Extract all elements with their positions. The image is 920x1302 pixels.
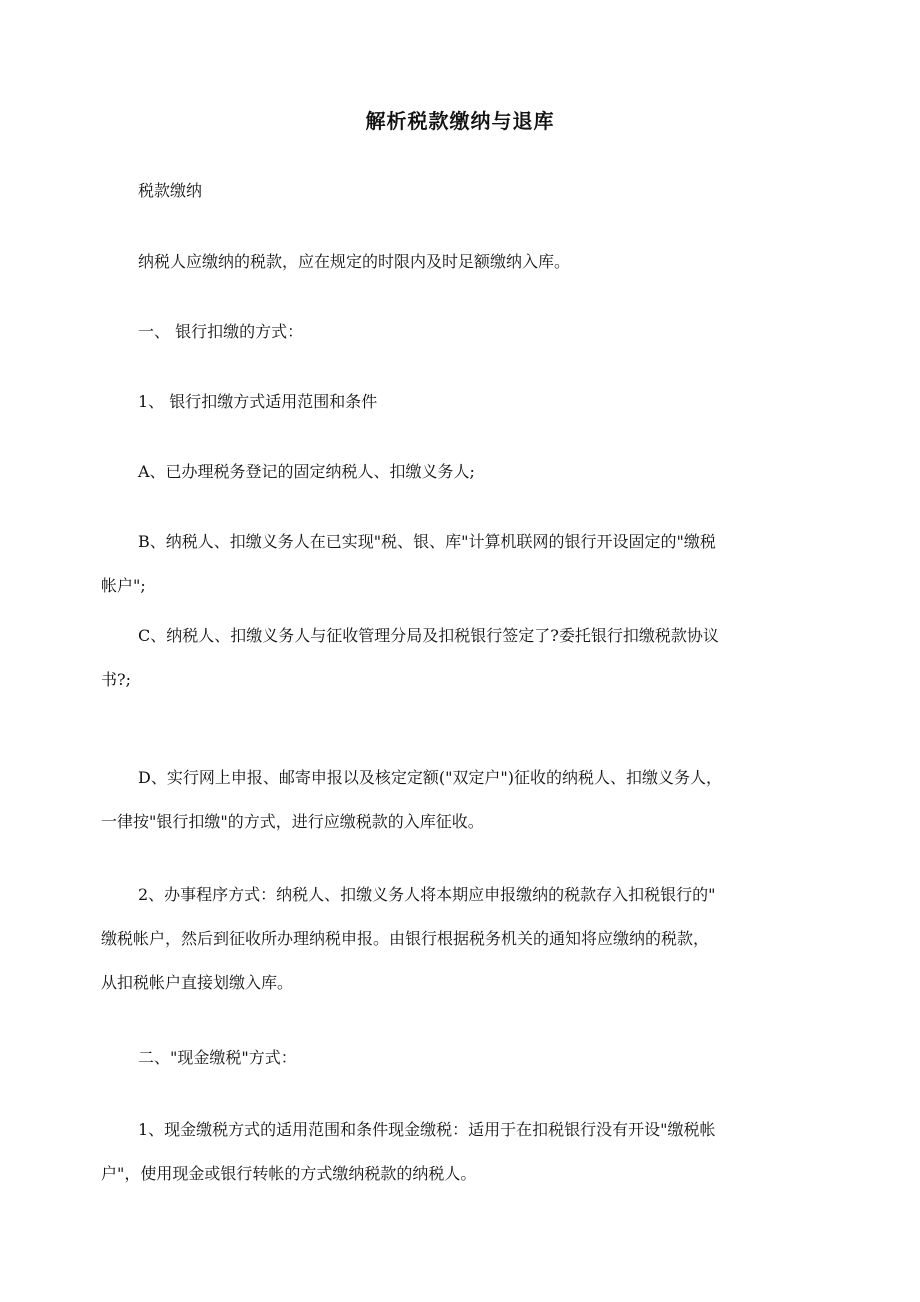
- list-item-d: [101, 756, 809, 844]
- paragraph-cash-scope: [101, 1108, 809, 1196]
- paragraph-line: B、纳税人、扣缴义务人在已实现"税、银、库"计算机联网的银行开设固定的"缴税: [138, 532, 716, 551]
- paragraph-line: 从扣税帐户直接划缴入库。: [101, 973, 294, 992]
- paragraph-line: C、纳税人、扣缴义务人与征收管理分局及扣税银行签定了?委托银行扣缴税款协议: [138, 626, 719, 645]
- paragraph-line: 书?;: [101, 670, 131, 689]
- paragraph-line: D、实行网上申报、邮寄申报以及核定定额("双定户")征收的纳税人、扣缴义务人，: [138, 768, 723, 787]
- paragraph-line: 一律按"银行扣缴"的方式，进行应缴税款的入库征收。: [101, 812, 484, 831]
- list-item-a: [101, 450, 809, 494]
- paragraph-intro: [101, 240, 809, 284]
- paragraph-line: 1、现金缴税方式的适用范围和条件现金缴税：适用于在扣税银行没有开设"缴税帐: [138, 1120, 716, 1139]
- paragraph-line: 一、 银行扣缴的方式：: [138, 322, 304, 341]
- paragraph-procedure: [101, 873, 809, 1005]
- paragraph-line: 税款缴纳: [138, 181, 203, 200]
- paragraph-line: 纳税人应缴纳的税款，应在规定的时限内及时足额缴纳入库。: [138, 252, 571, 271]
- paragraph-line: 户"，使用现金或银行转帐的方式缴纳税款的纳税人。: [101, 1164, 477, 1183]
- subsection-heading-scope: [101, 380, 809, 424]
- paragraph-line: 二、"现金缴税"方式：: [138, 1048, 297, 1067]
- paragraph-heading-tax-payment: [101, 169, 809, 213]
- list-item-b: [101, 520, 809, 608]
- paragraph-line: 帐户";: [101, 576, 146, 595]
- paragraph-line: 1、 银行扣缴方式适用范围和条件: [138, 392, 378, 411]
- section-heading-cash-payment: [101, 1036, 809, 1080]
- paragraph-line: A、已办理税务登记的固定纳税人、扣缴义务人;: [138, 462, 475, 481]
- paragraph-line: 2、办事程序方式：纳税人、扣缴义务人将本期应申报缴纳的税款存入扣税银行的": [138, 885, 716, 904]
- paragraph-line: 缴税帐户，然后到征收所办理纳税申报。由银行根据税务机关的通知将应缴纳的税款，: [101, 929, 710, 948]
- list-item-c: [101, 614, 809, 702]
- section-heading-bank-deduction: [101, 310, 809, 354]
- page-title: 解析税款缴纳与退库: [365, 109, 555, 133]
